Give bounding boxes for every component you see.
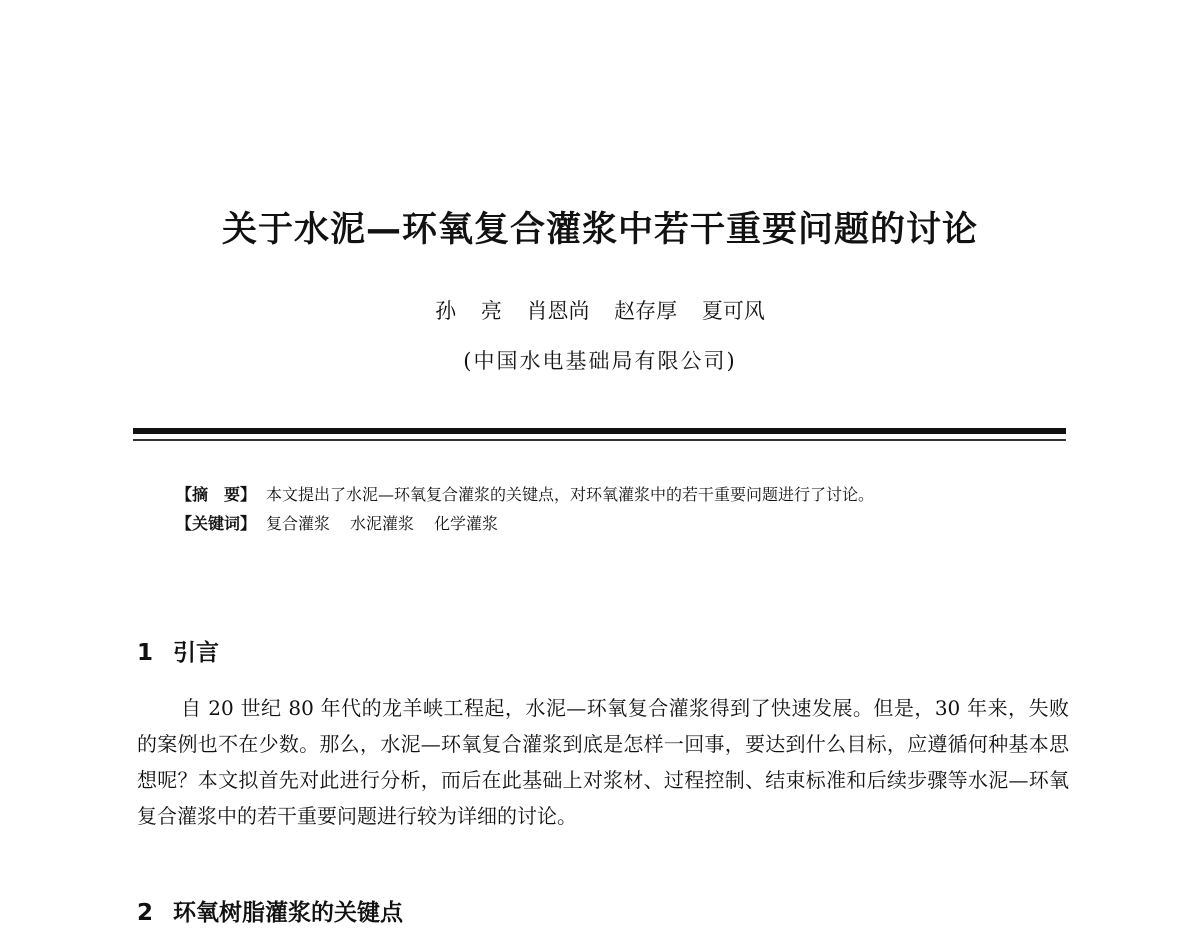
section-number: 2: [137, 900, 154, 926]
abstract-label: 【摘 要】: [176, 485, 257, 504]
header-rule-thick: [133, 428, 1066, 434]
keyword-item: 化学灌浆: [434, 514, 499, 533]
author-list: 孙 亮 肖恩尚 赵存厚 夏可风: [435, 299, 765, 323]
abstract: [176, 480, 1036, 509]
keywords-label: 【关键词】: [176, 514, 257, 533]
abstract-text: 本文提出了水泥—环氧复合灌浆的关键点，对环氧灌浆中的若干重要问题进行了讨论。: [266, 485, 875, 504]
section-title: 引言: [173, 640, 220, 666]
body-paragraph: 自 20 世纪 80 年代的龙羊峡工程起，水泥—环氧复合灌浆得到了快速发展。但是，30 年来，失败的案例也不在少数。那么，水泥—环氧复合灌浆到底是怎样一回事，要达到什么目标，应遵循何种基本思想呢？本文拟首先对此进行分析，而后在此基础上对浆材、过程控制、结束标准和后续步骤等水泥—环氧复合灌浆中的若干重要问题进行较为详细的讨论。: [137, 696, 1069, 828]
paper-title: 关于水泥—环氧复合灌浆中若干重要问题的讨论: [221, 210, 978, 250]
keywords: [176, 509, 1036, 538]
abstract-block: [176, 480, 1036, 538]
header-rule-thin: [133, 439, 1066, 441]
section-heading: [137, 896, 403, 930]
section-title: 环氧树脂灌浆的关键点: [173, 900, 404, 926]
keyword-item: 水泥灌浆: [350, 514, 415, 533]
section-heading: [137, 636, 219, 670]
affiliation: (中国水电基础局有限公司): [463, 349, 737, 373]
section-number: 1: [137, 640, 154, 666]
keyword-item: 复合灌浆: [266, 514, 331, 533]
